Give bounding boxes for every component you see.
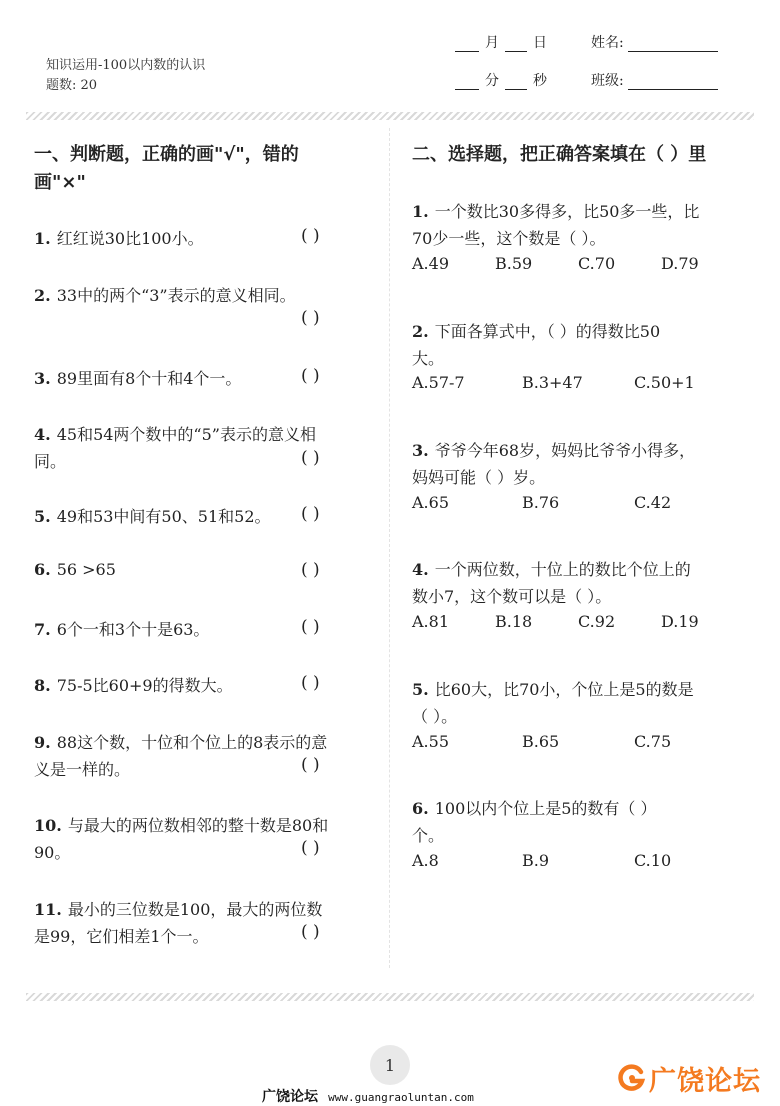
question-text: 49和53中间有50、51和52。	[56, 507, 271, 526]
question-number: 10.	[34, 816, 62, 835]
question-number: 8.	[34, 676, 51, 695]
tf-question	[34, 812, 374, 866]
answer-option[interactable]: B.3+47	[522, 373, 583, 392]
answer-options	[412, 254, 752, 276]
answer-parentheses[interactable]: ( )	[301, 617, 320, 637]
answer-parentheses[interactable]: ( )	[301, 226, 320, 246]
question-line	[34, 812, 374, 839]
mc-question	[412, 556, 757, 610]
answer-parentheses[interactable]: ( )	[301, 560, 320, 580]
question-number: 1.	[412, 202, 429, 221]
question-text: 比60大，比70小，个位上是5的数是	[434, 680, 694, 699]
tf-question	[34, 616, 374, 643]
tf-question	[34, 225, 374, 252]
question-text-continued: 90。	[34, 843, 71, 862]
day-label: 日	[533, 35, 547, 51]
question-text: 最小的三位数是100，最大的两位数	[67, 900, 323, 919]
answer-option[interactable]: C.70	[578, 254, 616, 273]
question-text: 88这个数，十位和个位上的8表示的意	[56, 733, 328, 752]
answer-option[interactable]: A.8	[412, 851, 439, 870]
footer-site-name: 广饶论坛	[262, 1089, 318, 1105]
question-text: 56 >65	[56, 560, 116, 579]
mc-question	[412, 795, 757, 849]
question-line	[34, 225, 374, 252]
minute-label: 分	[485, 73, 499, 89]
question-line	[412, 437, 757, 464]
answer-option[interactable]: B.76	[522, 493, 560, 512]
answer-option[interactable]: B.9	[522, 851, 550, 870]
answer-option[interactable]: C.75	[634, 732, 672, 751]
question-line	[34, 421, 374, 448]
footer-credit	[262, 1086, 474, 1106]
answer-option[interactable]: C.42	[634, 493, 672, 512]
answer-parentheses[interactable]: ( )	[301, 448, 320, 468]
question-text-continued: （ ）。	[412, 707, 458, 726]
second-label: 秒	[533, 73, 547, 89]
question-line	[34, 672, 374, 699]
answer-option[interactable]: B.18	[495, 612, 533, 631]
section2-title: 二、选择题，把正确答案填在（ ）里	[412, 144, 707, 165]
answer-option[interactable]: D.79	[661, 254, 699, 273]
answer-options	[412, 612, 752, 634]
worksheet-info	[46, 56, 205, 96]
mc-question	[412, 676, 757, 730]
answer-option[interactable]: A.81	[412, 612, 449, 631]
question-number: 9.	[34, 733, 51, 752]
question-text: 一个数比30多得多，比50多一些，比	[434, 202, 700, 221]
question-number: 3.	[34, 369, 51, 388]
name-label: 姓名:	[591, 35, 624, 51]
question-text-continued: 个。	[412, 826, 445, 845]
mc-question	[412, 198, 757, 252]
logo-g-icon	[617, 1063, 647, 1093]
answer-options	[412, 493, 752, 515]
question-number: 2.	[34, 286, 51, 305]
question-number: 5.	[34, 507, 51, 526]
question-text: 89里面有8个十和4个一。	[56, 369, 242, 388]
question-number: 3.	[412, 441, 429, 460]
class-blank[interactable]	[628, 75, 718, 90]
question-text: 一个两位数，十位上的数比个位上的	[434, 560, 691, 579]
question-line	[412, 318, 757, 345]
tf-question	[34, 282, 374, 309]
answer-parentheses[interactable]: ( )	[301, 366, 320, 386]
bottom-divider	[26, 993, 754, 1001]
question-count: 题数: 20	[46, 78, 98, 93]
question-line	[412, 676, 757, 703]
question-line	[34, 365, 374, 392]
question-line	[412, 198, 757, 225]
answer-options	[412, 732, 752, 754]
answer-option[interactable]: C.92	[578, 612, 616, 631]
question-number: 4.	[34, 425, 51, 444]
mc-question	[412, 318, 757, 372]
month-blank[interactable]	[455, 37, 479, 52]
question-line	[34, 896, 374, 923]
name-blank[interactable]	[628, 37, 718, 52]
student-info-fields	[455, 32, 718, 108]
question-text-continued: 同。	[34, 452, 67, 471]
question-line	[34, 282, 374, 309]
tf-question	[34, 421, 374, 475]
question-number: 7.	[34, 620, 51, 639]
question-number: 4.	[412, 560, 429, 579]
question-text: 红红说30比100小。	[56, 229, 204, 248]
minute-blank[interactable]	[455, 75, 479, 90]
question-line	[34, 729, 374, 756]
tf-question	[34, 556, 374, 583]
column-divider	[389, 128, 390, 968]
question-text-continued: 妈妈可能（ ）岁。	[412, 468, 546, 487]
answer-parentheses[interactable]: ( )	[301, 673, 320, 693]
section1-title: 一、判断题，正确的画"√"，错的 画"×"	[34, 144, 299, 193]
question-text: 下面各算式中，（ ）的得数比50	[434, 322, 661, 341]
question-text-continued: 是99，它们相差1个一。	[34, 927, 209, 946]
question-number: 5.	[412, 680, 429, 699]
answer-option[interactable]: A.65	[412, 493, 449, 512]
logo-text: 广饶论坛	[649, 1065, 761, 1097]
answer-option[interactable]: C.50+1	[634, 373, 695, 392]
second-blank[interactable]	[505, 75, 527, 90]
mc-question	[412, 437, 757, 491]
answer-option[interactable]: A.49	[412, 254, 449, 273]
answer-parentheses[interactable]: ( )	[301, 755, 320, 775]
question-text: 与最大的两位数相邻的整十数是80和	[67, 816, 329, 835]
day-blank[interactable]	[505, 37, 527, 52]
tf-question	[34, 365, 374, 392]
question-line	[412, 556, 757, 583]
answer-option[interactable]: D.19	[661, 612, 699, 631]
answer-option[interactable]: A.57-7	[412, 373, 465, 392]
question-line	[34, 616, 374, 643]
tf-question	[34, 729, 374, 783]
question-text: 33中的两个“3”表示的意义相同。	[56, 286, 296, 305]
question-number: 2.	[412, 322, 429, 341]
answer-option[interactable]: C.10	[634, 851, 672, 870]
question-text-continued: 数小7，这个数可以是（ ）。	[412, 587, 612, 606]
answer-option[interactable]: A.55	[412, 732, 449, 751]
question-line	[34, 503, 374, 530]
answer-parentheses[interactable]: ( )	[301, 922, 320, 942]
question-line	[412, 795, 757, 822]
question-text: 75-5比60+9的得数大。	[56, 676, 233, 695]
question-number: 6.	[412, 799, 429, 818]
question-text: 6个一和3个十是63。	[56, 620, 210, 639]
answer-option[interactable]: B.59	[495, 254, 533, 273]
month-label: 月	[485, 35, 499, 51]
question-text-continued: 70少一些，这个数是（ ）。	[412, 229, 606, 248]
question-number: 6.	[34, 560, 51, 579]
page-number: 1	[370, 1045, 410, 1085]
answer-parentheses[interactable]: ( )	[301, 504, 320, 524]
question-line	[34, 556, 374, 583]
footer-url[interactable]: www.guangraoluntan.com	[328, 1091, 474, 1104]
answer-parentheses[interactable]: ( )	[301, 308, 320, 328]
top-divider	[26, 112, 754, 120]
tf-question	[34, 503, 374, 530]
question-text: 45和54两个数中的“5”表示的意义相	[56, 425, 316, 444]
answer-options	[412, 373, 752, 395]
answer-parentheses[interactable]: ( )	[301, 838, 320, 858]
question-text: 100以内个位上是5的数有（ ）	[434, 799, 657, 818]
worksheet-subject: 知识运用-100以内数的认识	[46, 58, 206, 73]
question-text-continued: 义是一样的。	[34, 760, 131, 779]
tf-question	[34, 672, 374, 699]
answer-options	[412, 851, 752, 873]
site-logo	[617, 1060, 761, 1096]
tf-question	[34, 896, 374, 950]
answer-option[interactable]: B.65	[522, 732, 560, 751]
question-number: 1.	[34, 229, 51, 248]
question-text: 爷爷今年68岁，妈妈比爷爷小得多，	[434, 441, 696, 460]
question-text-continued: 大。	[412, 349, 445, 368]
question-number: 11.	[34, 900, 62, 919]
class-label: 班级:	[591, 73, 624, 89]
